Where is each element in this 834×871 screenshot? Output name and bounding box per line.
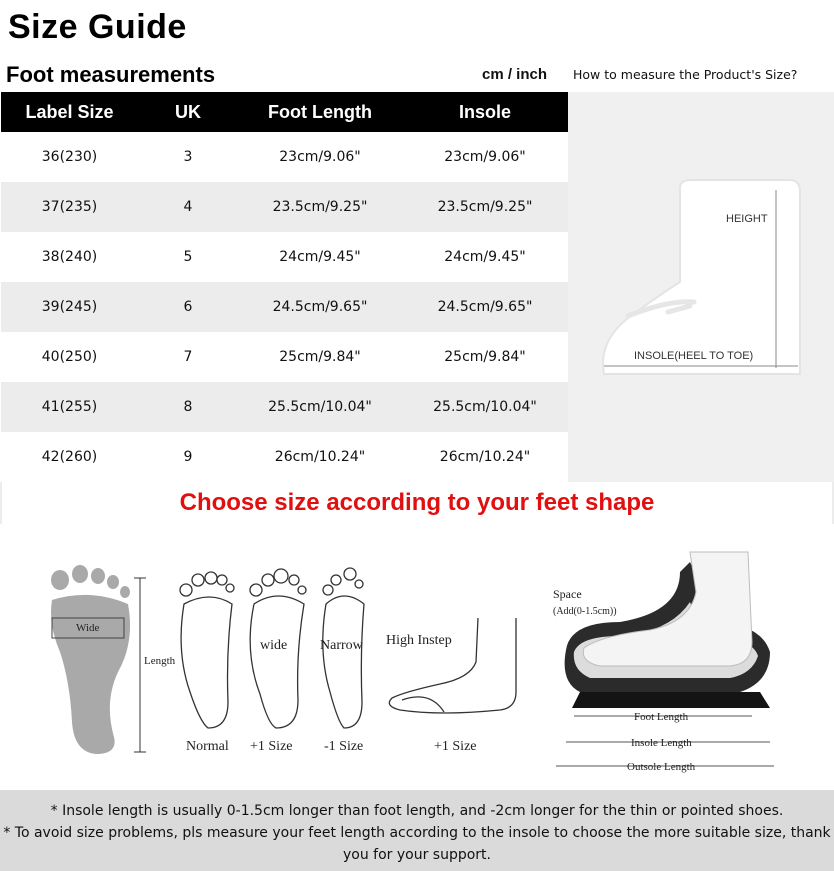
cell-uk: 9 xyxy=(138,432,238,482)
section-title: Foot measurements xyxy=(6,62,216,87)
size-table xyxy=(1,92,568,482)
normal-label: Normal xyxy=(186,739,229,754)
table-row xyxy=(1,332,568,382)
cell-insole: 24cm/9.45" xyxy=(402,232,568,282)
page-title: Size Guide xyxy=(8,8,187,46)
col-header-label-size: Label Size xyxy=(1,92,138,132)
length-label: Length xyxy=(144,655,176,667)
cell-foot-length: 24.5cm/9.65" xyxy=(238,282,402,332)
cell-label-size: 38(240) xyxy=(1,232,138,282)
high-instep-label: High Instep xyxy=(386,633,452,648)
col-header-foot-length: Foot Length xyxy=(238,92,402,132)
cell-label-size: 42(260) xyxy=(1,432,138,482)
insole-label: INSOLE(HEEL TO TOE) xyxy=(634,350,754,362)
boot-diagram xyxy=(568,92,834,482)
space-sub-label: (Add(0-1.5cm)) xyxy=(553,606,617,617)
cell-foot-length: 25cm/9.84" xyxy=(238,332,402,382)
col-header-insole: Insole xyxy=(402,92,568,132)
cell-foot-length: 26cm/10.24" xyxy=(238,432,402,482)
cell-insole: 26cm/10.24" xyxy=(402,432,568,482)
cell-label-size: 37(235) xyxy=(1,182,138,232)
cell-foot-length: 24cm/9.45" xyxy=(238,232,402,282)
foot-length-label: Foot Length xyxy=(634,711,689,723)
cell-label-size: 41(255) xyxy=(1,382,138,432)
table-row xyxy=(1,432,568,482)
feet-shape-title: Choose size according to your feet shape xyxy=(0,482,834,524)
cell-label-size: 39(245) xyxy=(1,282,138,332)
cell-insole: 25cm/9.84" xyxy=(402,332,568,382)
howto-panel xyxy=(568,92,834,482)
table-row xyxy=(1,382,568,432)
boot-shape-icon xyxy=(603,180,800,374)
footer-note-2: * To avoid size problems, pls measure your feet length according to the insole to choose the more suitable size, thank you for your support. xyxy=(3,825,831,863)
col-header-uk: UK xyxy=(138,92,238,132)
shoe-section-icon xyxy=(565,552,770,708)
cell-uk: 6 xyxy=(138,282,238,332)
cell-uk: 3 xyxy=(138,132,238,182)
space-label: Space xyxy=(553,587,582,601)
outsole-length-label: Outsole Length xyxy=(627,761,696,773)
minus1-label: -1 Size xyxy=(324,739,364,754)
height-label: HEIGHT xyxy=(726,213,768,225)
howto-link[interactable]: How to measure the Product's Size? xyxy=(573,67,798,82)
wide-label: Wide xyxy=(76,622,100,634)
footprint-icon xyxy=(51,565,130,754)
feet-shape-illustration xyxy=(0,532,834,790)
plus1-label: +1 Size xyxy=(250,739,293,754)
cell-foot-length: 23.5cm/9.25" xyxy=(238,182,402,232)
insole-length-label: Insole Length xyxy=(631,737,692,749)
narrow-label: Narrow xyxy=(320,638,363,653)
footer-note-1: * Insole length is usually 0-1.5cm longer than foot length, and -2cm longer for the thin or pointed shoes. xyxy=(50,803,784,819)
cell-insole: 23cm/9.06" xyxy=(402,132,568,182)
unit-toggle[interactable]: cm / inch xyxy=(482,66,548,83)
cell-foot-length: 23cm/9.06" xyxy=(238,132,402,182)
table-row xyxy=(1,232,568,282)
cell-label-size: 36(230) xyxy=(1,132,138,182)
cell-uk: 5 xyxy=(138,232,238,282)
plus1b-label: +1 Size xyxy=(434,739,477,754)
cell-insole: 23.5cm/9.25" xyxy=(402,182,568,232)
cell-insole: 25.5cm/10.04" xyxy=(402,382,568,432)
cell-uk: 8 xyxy=(138,382,238,432)
cell-uk: 7 xyxy=(138,332,238,382)
footer-notes xyxy=(0,790,834,871)
wide2-label: wide xyxy=(260,638,288,653)
cell-label-size: 40(250) xyxy=(1,332,138,382)
table-header-row xyxy=(1,92,568,132)
table-row xyxy=(1,282,568,332)
cell-insole: 24.5cm/9.65" xyxy=(402,282,568,332)
cell-uk: 4 xyxy=(138,182,238,232)
table-row xyxy=(1,132,568,182)
table-row xyxy=(1,182,568,232)
cell-foot-length: 25.5cm/10.04" xyxy=(238,382,402,432)
normal-foot-icon xyxy=(180,572,234,728)
